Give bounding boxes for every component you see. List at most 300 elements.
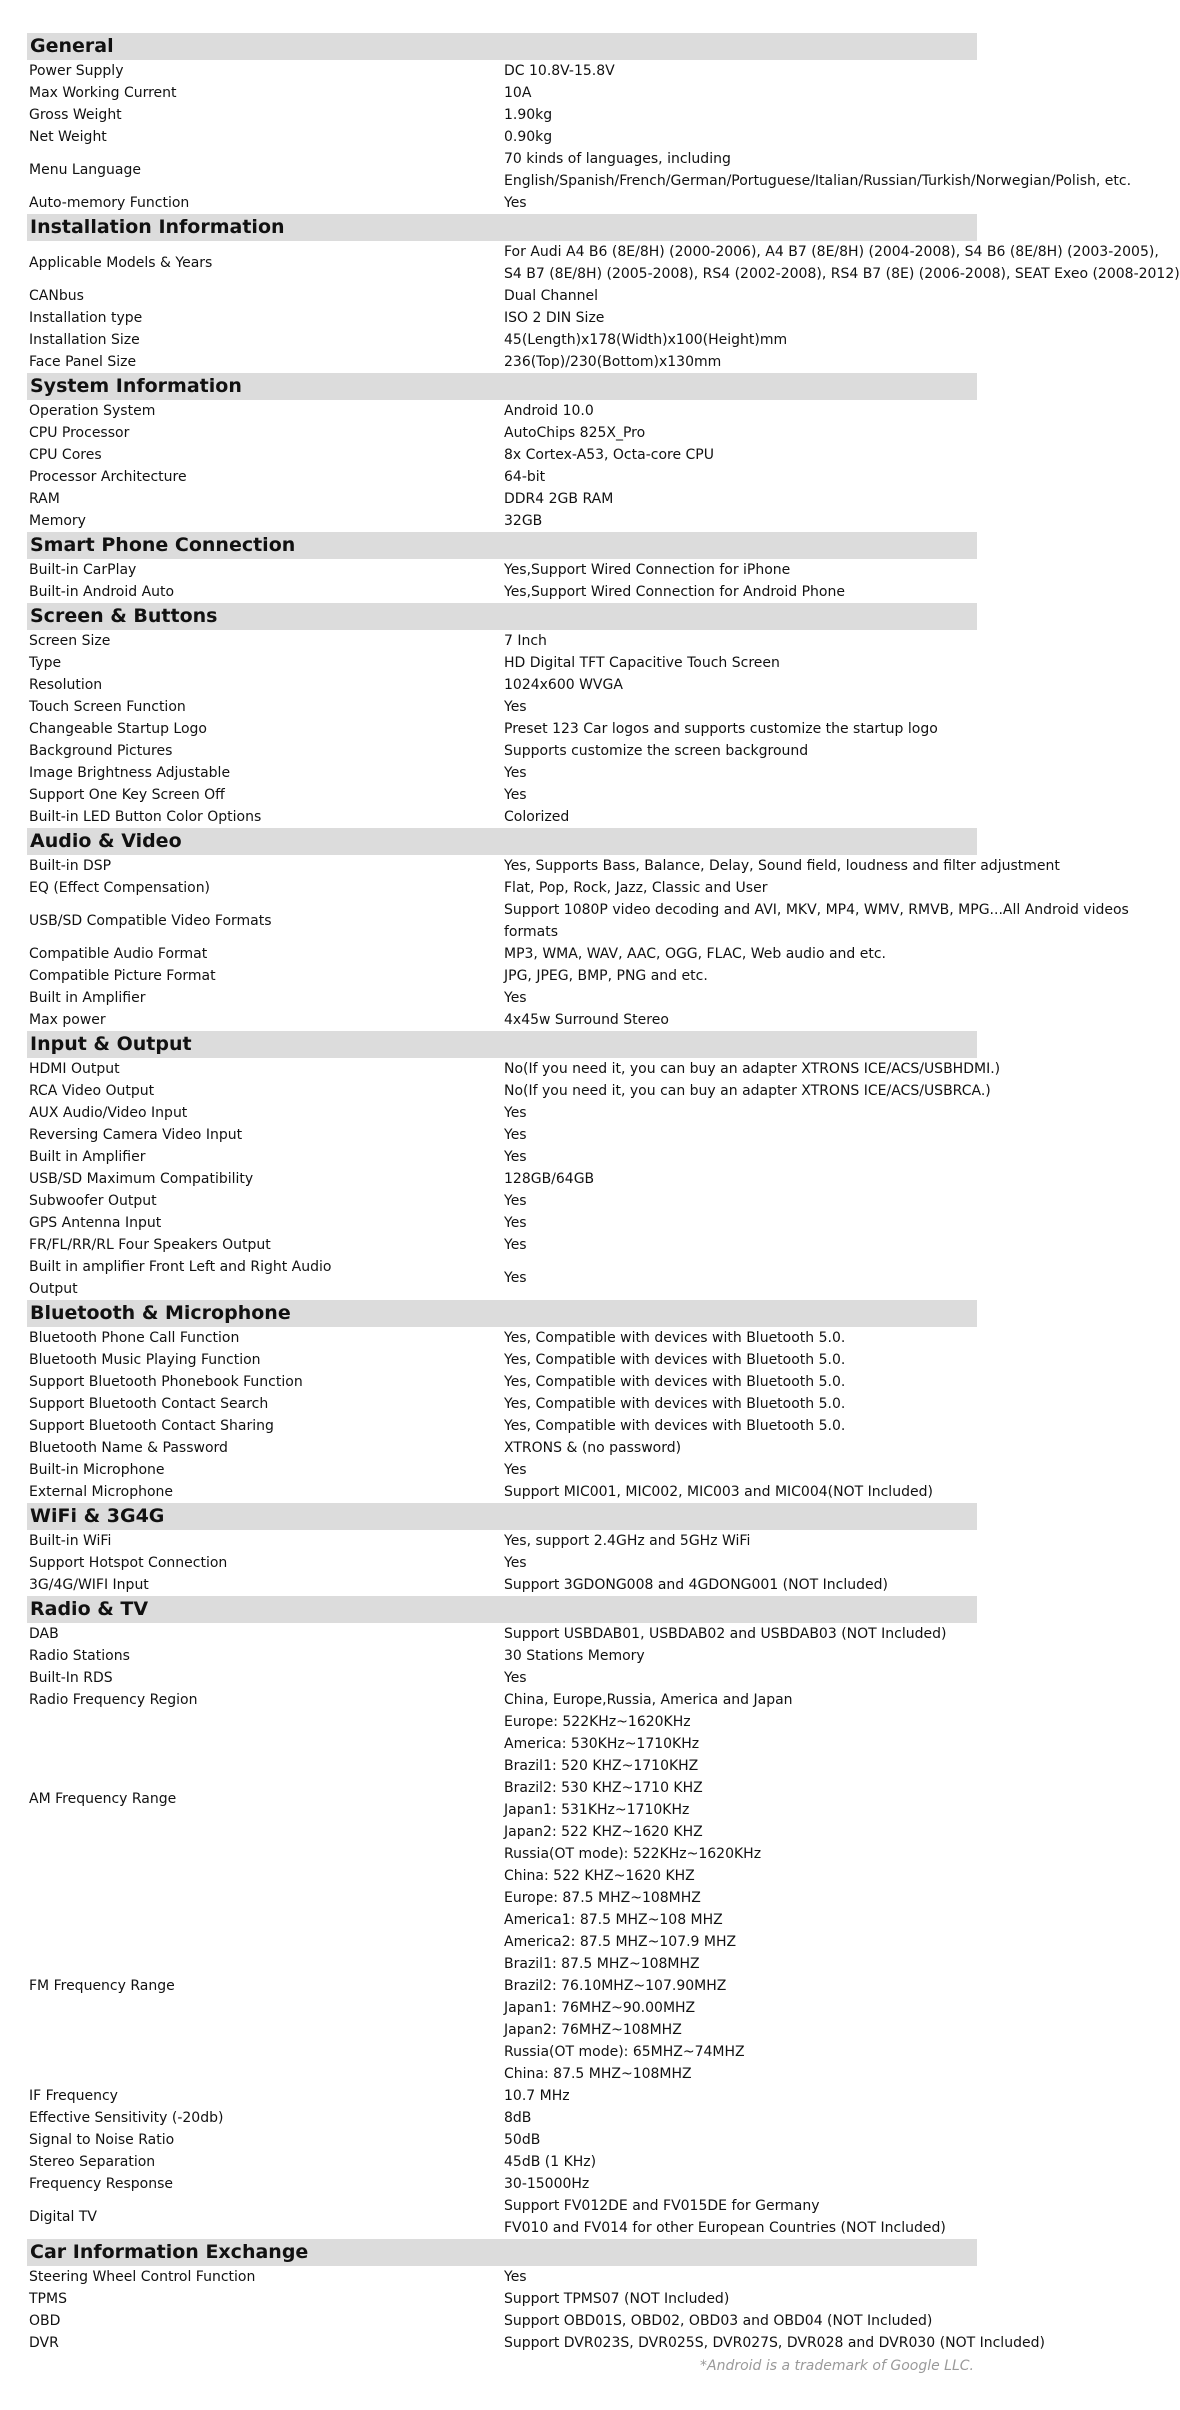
spec-value bbox=[502, 943, 977, 965]
spec-value-line: 8x Cortex-A53, Octa-core CPU bbox=[504, 447, 714, 463]
spec-value bbox=[502, 630, 977, 652]
spec-row bbox=[27, 2085, 977, 2107]
spec-value-line: Yes, Compatible with devices with Bluetooth 5.0. bbox=[504, 1418, 846, 1434]
section-title: Car Information Exchange bbox=[27, 2239, 977, 2266]
spec-label: Background Pictures bbox=[29, 743, 173, 759]
spec-row bbox=[27, 718, 977, 740]
spec-label: Net Weight bbox=[29, 129, 107, 145]
spec-label: Compatible Picture Format bbox=[29, 968, 216, 984]
spec-value-line: Support OBD01S, OBD02, OBD03 and OBD04 (NOT Included) bbox=[504, 2313, 933, 2329]
spec-label: Built in Amplifier bbox=[29, 1149, 146, 1165]
spec-value bbox=[502, 1574, 977, 1596]
spec-label: Power Supply bbox=[29, 63, 124, 79]
spec-value-line: Yes, Compatible with devices with Bluetooth 5.0. bbox=[504, 1374, 846, 1390]
spec-label: Processor Architecture bbox=[29, 469, 187, 485]
spec-row bbox=[27, 1437, 977, 1459]
spec-row bbox=[27, 740, 977, 762]
spec-value bbox=[502, 60, 977, 82]
spec-value-line: Android 10.0 bbox=[504, 403, 594, 419]
spec-row bbox=[27, 2173, 977, 2195]
spec-label: 3G/4G/WIFI Input bbox=[29, 1577, 149, 1593]
spec-label: AUX Audio/Video Input bbox=[29, 1105, 188, 1121]
spec-row bbox=[27, 2129, 977, 2151]
spec-value-line: Brazil1: 520 KHZ~1710KHZ bbox=[504, 1758, 699, 1774]
spec-label: Effective Sensitivity (-20db) bbox=[29, 2110, 224, 2126]
spec-label: Face Panel Size bbox=[29, 354, 137, 370]
spec-value-line: Support FV012DE and FV015DE for Germany bbox=[504, 2198, 820, 2214]
spec-label: Max Working Current bbox=[29, 85, 177, 101]
spec-value-line: 7 Inch bbox=[504, 633, 547, 649]
spec-value-line: Brazil1: 87.5 MHZ~108MHZ bbox=[504, 1956, 700, 1972]
spec-label: AM Frequency Range bbox=[29, 1791, 177, 1807]
spec-value bbox=[502, 1212, 977, 1234]
spec-row bbox=[27, 1168, 977, 1190]
spec-label: EQ (Effect Compensation) bbox=[29, 880, 211, 896]
section-header-audio-video bbox=[27, 828, 977, 855]
spec-label: Touch Screen Function bbox=[29, 699, 186, 715]
spec-value bbox=[502, 1437, 977, 1459]
spec-value bbox=[502, 1645, 977, 1667]
spec-value bbox=[502, 488, 977, 510]
spec-row bbox=[27, 2266, 977, 2288]
spec-label: FM Frequency Range bbox=[29, 1978, 175, 1994]
spec-value bbox=[502, 1058, 1001, 1080]
spec-value bbox=[502, 1190, 977, 1212]
spec-row bbox=[27, 241, 977, 285]
spec-label: Built-in WiFi bbox=[29, 1533, 112, 1549]
spec-row bbox=[27, 126, 977, 148]
spec-row bbox=[27, 1393, 977, 1415]
spec-row bbox=[27, 1574, 977, 1596]
spec-label: Memory bbox=[29, 513, 86, 529]
section-header-wifi-3g4g bbox=[27, 1503, 977, 1530]
spec-row bbox=[27, 1415, 977, 1437]
spec-value-line: China, Europe,Russia, America and Japan bbox=[504, 1692, 793, 1708]
spec-row bbox=[27, 899, 977, 943]
spec-row bbox=[27, 1080, 977, 1102]
spec-label: Built-in Microphone bbox=[29, 1462, 165, 1478]
section-title: Bluetooth & Microphone bbox=[27, 1300, 977, 1327]
spec-value-line: 30-15000Hz bbox=[504, 2176, 590, 2192]
spec-label: Max power bbox=[29, 1012, 106, 1028]
spec-label: CPU Cores bbox=[29, 447, 102, 463]
spec-label: Built-In RDS bbox=[29, 1670, 113, 1686]
spec-row bbox=[27, 1689, 977, 1711]
spec-row bbox=[27, 581, 977, 603]
spec-row bbox=[27, 1667, 977, 1689]
spec-value bbox=[502, 1552, 977, 1574]
spec-row bbox=[27, 104, 977, 126]
spec-value-line: 0.90kg bbox=[504, 129, 553, 145]
spec-value-line: Japan1: 76MHZ~90.00MHZ bbox=[504, 2000, 696, 2016]
spec-value-line: Yes bbox=[504, 1127, 527, 1143]
spec-value-line: English/Spanish/French/German/Portuguese/Italian/Russian/Turkish/Norwegian/Polish, etc. bbox=[504, 173, 1132, 189]
spec-value-line: Flat, Pop, Rock, Jazz, Classic and User bbox=[504, 880, 768, 896]
spec-value bbox=[502, 806, 977, 828]
spec-label: Support Bluetooth Phonebook Function bbox=[29, 1374, 303, 1390]
spec-label: Radio Stations bbox=[29, 1648, 130, 1664]
spec-value-line: Yes, Supports Bass, Balance, Delay, Sound field, loudness and filter adjustment bbox=[504, 858, 1060, 874]
section-header-input-output bbox=[27, 1031, 977, 1058]
spec-value bbox=[502, 1667, 977, 1689]
spec-label: Support One Key Screen Off bbox=[29, 787, 225, 803]
spec-row bbox=[27, 329, 977, 351]
spec-row bbox=[27, 82, 977, 104]
spec-value-line: Yes bbox=[504, 765, 527, 781]
spec-value bbox=[502, 877, 977, 899]
spec-value-line: Supports customize the screen background bbox=[504, 743, 809, 759]
spec-value bbox=[502, 652, 977, 674]
spec-row bbox=[27, 1481, 977, 1503]
spec-value-line: Brazil2: 530 KHZ~1710 KHZ bbox=[504, 1780, 703, 1796]
spec-value-line: Yes, support 2.4GHz and 5GHz WiFi bbox=[504, 1533, 751, 1549]
spec-label: Changeable Startup Logo bbox=[29, 721, 208, 737]
spec-value-line: Support MIC001, MIC002, MIC003 and MIC004(NOT Included) bbox=[504, 1484, 933, 1500]
section-header-radio-tv bbox=[27, 1596, 977, 1623]
spec-label-line: Output bbox=[29, 1281, 78, 1297]
spec-row bbox=[27, 965, 977, 987]
spec-value-line: Yes bbox=[504, 990, 527, 1006]
spec-value-line: Japan1: 531KHz~1710KHz bbox=[504, 1802, 690, 1818]
spec-value bbox=[502, 2195, 977, 2239]
spec-label: Screen Size bbox=[29, 633, 111, 649]
spec-value-line: S4 B7 (8E/8H) (2005-2008), RS4 (2002-2008), RS4 B7 (8E) (2006-2008), SEAT Exeo (2008-2012) bbox=[504, 266, 1180, 282]
spec-row bbox=[27, 1459, 977, 1481]
spec-value bbox=[502, 351, 977, 373]
spec-value-line: Japan2: 522 KHZ~1620 KHZ bbox=[504, 1824, 703, 1840]
spec-value bbox=[502, 2129, 977, 2151]
spec-label: Digital TV bbox=[29, 2209, 97, 2225]
spec-label: Bluetooth Name & Password bbox=[29, 1440, 228, 1456]
spec-row bbox=[27, 2107, 977, 2129]
section-header-installation-information bbox=[27, 214, 977, 241]
spec-value bbox=[502, 285, 977, 307]
spec-value-line: Yes bbox=[504, 1670, 527, 1686]
spec-label: Support Bluetooth Contact Search bbox=[29, 1396, 269, 1412]
trademark-footnote: *Android is a trademark of Google LLC. bbox=[700, 2358, 974, 2374]
spec-value-line: formats bbox=[504, 924, 559, 940]
spec-value-line: Brazil2: 76.10MHZ~107.90MHZ bbox=[504, 1978, 727, 1994]
spec-value bbox=[502, 444, 977, 466]
spec-value bbox=[502, 1327, 977, 1349]
spec-value-line: Dual Channel bbox=[504, 288, 599, 304]
section-title: Input & Output bbox=[27, 1031, 977, 1058]
section-header-bluetooth-microphone bbox=[27, 1300, 977, 1327]
spec-row bbox=[27, 60, 977, 82]
spec-value bbox=[502, 2085, 977, 2107]
spec-row bbox=[27, 1256, 977, 1300]
spec-row bbox=[27, 674, 977, 696]
spec-label-line: Built in amplifier Front Left and Right Audio bbox=[29, 1259, 332, 1275]
spec-label: DAB bbox=[29, 1626, 59, 1642]
spec-value-line: 10A bbox=[504, 85, 532, 101]
spec-value bbox=[502, 1393, 977, 1415]
spec-label: HDMI Output bbox=[29, 1061, 120, 1077]
spec-row bbox=[27, 1009, 977, 1031]
spec-row bbox=[27, 1887, 977, 2085]
spec-label: Support Hotspot Connection bbox=[29, 1555, 228, 1571]
section-title: General bbox=[27, 33, 977, 60]
spec-value-line: Yes bbox=[504, 1105, 527, 1121]
spec-row bbox=[27, 1124, 977, 1146]
spec-value-line: America: 530KHz~1710KHz bbox=[504, 1736, 700, 1752]
spec-value-line: Yes bbox=[504, 787, 527, 803]
spec-value-line: 32GB bbox=[504, 513, 543, 529]
spec-value bbox=[502, 1459, 977, 1481]
spec-value-line: Europe: 522KHz~1620KHz bbox=[504, 1714, 691, 1730]
spec-value-line: No(If you need it, you can buy an adapter XTRONS ICE/ACS/USBRCA.) bbox=[504, 1083, 991, 1099]
spec-value-line: No(If you need it, you can buy an adapter XTRONS ICE/ACS/USBHDMI.) bbox=[504, 1061, 1001, 1077]
spec-value bbox=[502, 581, 977, 603]
spec-row bbox=[27, 351, 977, 373]
spec-value-line: Yes bbox=[504, 1555, 527, 1571]
spec-row bbox=[27, 2332, 977, 2354]
spec-row bbox=[27, 1623, 977, 1645]
spec-value-line: Russia(OT mode): 522KHz~1620KHz bbox=[504, 1846, 762, 1862]
spec-label: Type bbox=[29, 655, 62, 671]
spec-value bbox=[502, 126, 977, 148]
spec-value-line: 8dB bbox=[504, 2110, 532, 2126]
spec-row bbox=[27, 1552, 977, 1574]
spec-label: Reversing Camera Video Input bbox=[29, 1127, 243, 1143]
spec-value bbox=[502, 1146, 977, 1168]
spec-value bbox=[502, 1124, 977, 1146]
spec-row bbox=[27, 1234, 977, 1256]
spec-row bbox=[27, 762, 977, 784]
spec-row bbox=[27, 192, 977, 214]
spec-row bbox=[27, 148, 977, 192]
spec-value-line: Yes bbox=[504, 1270, 527, 1286]
spec-value-line: Yes bbox=[504, 1149, 527, 1165]
spec-label: Operation System bbox=[29, 403, 156, 419]
spec-value bbox=[502, 1234, 977, 1256]
spec-label: Auto-memory Function bbox=[29, 195, 190, 211]
spec-value bbox=[502, 674, 977, 696]
spec-label: USB/SD Maximum Compatibility bbox=[29, 1171, 254, 1187]
spec-label: Bluetooth Music Playing Function bbox=[29, 1352, 261, 1368]
section-header-system-information bbox=[27, 373, 977, 400]
spec-label: Built-in LED Button Color Options bbox=[29, 809, 262, 825]
spec-value bbox=[502, 762, 977, 784]
spec-value-line: Support DVR023S, DVR025S, DVR027S, DVR028 and DVR030 (NOT Included) bbox=[504, 2335, 1045, 2351]
spec-row bbox=[27, 1146, 977, 1168]
spec-value bbox=[502, 1481, 977, 1503]
spec-value-line: 128GB/64GB bbox=[504, 1171, 595, 1187]
spec-label: Menu Language bbox=[29, 162, 141, 178]
spec-value-line: AutoChips 825X_Pro bbox=[504, 425, 646, 441]
spec-value-line: Support 3GDONG008 and 4GDONG001 (NOT Included) bbox=[504, 1577, 888, 1593]
spec-value-line: 45dB (1 KHz) bbox=[504, 2154, 597, 2170]
spec-value-line: Preset 123 Car logos and supports customize the startup logo bbox=[504, 721, 938, 737]
spec-value bbox=[502, 82, 977, 104]
spec-value bbox=[502, 104, 977, 126]
spec-label: TPMS bbox=[29, 2291, 67, 2307]
spec-label: USB/SD Compatible Video Formats bbox=[29, 913, 272, 929]
spec-value-line: 30 Stations Memory bbox=[504, 1648, 645, 1664]
spec-value-line: HD Digital TFT Capacitive Touch Screen bbox=[504, 655, 780, 671]
spec-label: Stereo Separation bbox=[29, 2154, 156, 2170]
spec-value-line: Yes, Compatible with devices with Bluetooth 5.0. bbox=[504, 1330, 846, 1346]
spec-row bbox=[27, 987, 977, 1009]
spec-label: RAM bbox=[29, 491, 60, 507]
spec-value-line: 64-bit bbox=[504, 469, 546, 485]
spec-label: Steering Wheel Control Function bbox=[29, 2269, 256, 2285]
spec-value-line: ISO 2 DIN Size bbox=[504, 310, 605, 326]
spec-value bbox=[502, 2310, 977, 2332]
spec-value bbox=[502, 148, 1132, 192]
spec-row bbox=[27, 696, 977, 718]
spec-value bbox=[502, 1415, 977, 1437]
spec-label: CANbus bbox=[29, 288, 84, 304]
spec-value-line: Yes bbox=[504, 1462, 527, 1478]
spec-label: Support Bluetooth Contact Sharing bbox=[29, 1418, 274, 1434]
spec-row bbox=[27, 630, 977, 652]
spec-label: Built-in Android Auto bbox=[29, 584, 175, 600]
spec-value-line: Yes bbox=[504, 699, 527, 715]
spec-value bbox=[502, 1168, 977, 1190]
section-header-car-information-exchange bbox=[27, 2239, 977, 2266]
spec-label: RCA Video Output bbox=[29, 1083, 155, 1099]
spec-value bbox=[502, 1080, 991, 1102]
spec-row bbox=[27, 422, 977, 444]
spec-row bbox=[27, 806, 977, 828]
spec-value-line: 1.90kg bbox=[504, 107, 553, 123]
spec-value bbox=[502, 784, 977, 806]
spec-row bbox=[27, 2151, 977, 2173]
spec-value bbox=[502, 899, 1129, 943]
section-title: WiFi & 3G4G bbox=[27, 1503, 977, 1530]
spec-value bbox=[502, 1689, 977, 1711]
spec-value bbox=[502, 1009, 977, 1031]
spec-value bbox=[502, 241, 1180, 285]
spec-value bbox=[502, 1349, 977, 1371]
spec-row bbox=[27, 285, 977, 307]
spec-value-line: 45(Length)x178(Width)x100(Height)mm bbox=[504, 332, 788, 348]
spec-row bbox=[27, 559, 977, 581]
spec-value bbox=[502, 2266, 977, 2288]
spec-row bbox=[27, 2195, 977, 2239]
spec-value-line: Support 1080P video decoding and AVI, MKV, MP4, WMV, RMVB, MPG...All Android videos bbox=[504, 902, 1129, 918]
spec-value-line: Yes bbox=[504, 1215, 527, 1231]
spec-label: Frequency Response bbox=[29, 2176, 174, 2192]
spec-label: Image Brightness Adjustable bbox=[29, 765, 231, 781]
spec-value-line: MP3, WMA, WAV, AAC, OGG, FLAC, Web audio and etc. bbox=[504, 946, 886, 962]
spec-label: Radio Frequency Region bbox=[29, 1692, 198, 1708]
spec-value bbox=[502, 855, 1060, 877]
section-title: Installation Information bbox=[27, 214, 977, 241]
spec-table-body bbox=[27, 33, 1180, 2354]
spec-label: Built-in DSP bbox=[29, 858, 112, 874]
spec-value-line: Support USBDAB01, USBDAB02 and USBDAB03 (NOT Included) bbox=[504, 1626, 947, 1642]
spec-value-line: Yes,Support Wired Connection for Android Phone bbox=[504, 584, 845, 600]
spec-row bbox=[27, 877, 977, 899]
spec-value-line: JPG, JPEG, BMP, PNG and etc. bbox=[504, 968, 708, 984]
spec-row bbox=[27, 1371, 977, 1393]
spec-value bbox=[502, 559, 977, 581]
spec-label: FR/FL/RR/RL Four Speakers Output bbox=[29, 1237, 271, 1253]
spec-label: Built-in CarPlay bbox=[29, 562, 137, 578]
spec-row bbox=[27, 1190, 977, 1212]
spec-value-line: China: 87.5 MHZ~108MHZ bbox=[504, 2066, 692, 2082]
spec-row bbox=[27, 2310, 977, 2332]
spec-value bbox=[502, 2332, 1045, 2354]
spec-row bbox=[27, 444, 977, 466]
spec-value bbox=[502, 2173, 977, 2195]
spec-value-line: DDR4 2GB RAM bbox=[504, 491, 614, 507]
section-title: Radio & TV bbox=[27, 1596, 977, 1623]
spec-label: Bluetooth Phone Call Function bbox=[29, 1330, 240, 1346]
spec-row bbox=[27, 1349, 977, 1371]
spec-value-line: Japan2: 76MHZ~108MHZ bbox=[504, 2022, 682, 2038]
spec-value-line: Russia(OT mode): 65MHZ~74MHZ bbox=[504, 2044, 745, 2060]
spec-value-line: Colorized bbox=[504, 809, 570, 825]
spec-value-line: China: 522 KHZ~1620 KHZ bbox=[504, 1868, 695, 1884]
spec-value bbox=[502, 1887, 977, 2085]
section-header-smart-phone-connection bbox=[27, 532, 977, 559]
spec-value-line: Yes bbox=[504, 1193, 527, 1209]
spec-value bbox=[502, 1256, 977, 1300]
section-title: System Information bbox=[27, 373, 977, 400]
spec-label: Installation type bbox=[29, 310, 143, 326]
spec-value bbox=[502, 466, 977, 488]
spec-value bbox=[502, 718, 977, 740]
spec-value bbox=[502, 1623, 977, 1645]
spec-value bbox=[502, 2107, 977, 2129]
spec-row bbox=[27, 488, 977, 510]
spec-value-line: America2: 87.5 MHZ~107.9 MHZ bbox=[504, 1934, 737, 1950]
spec-value-line: 10.7 MHz bbox=[504, 2088, 570, 2104]
spec-label: CPU Processor bbox=[29, 425, 130, 441]
spec-label: Built in Amplifier bbox=[29, 990, 146, 1006]
spec-value bbox=[502, 422, 977, 444]
spec-label bbox=[27, 1256, 502, 1300]
spec-label: IF Frequency bbox=[29, 2088, 118, 2104]
spec-value-line: 4x45w Surround Stereo bbox=[504, 1012, 669, 1028]
spec-value bbox=[502, 510, 977, 532]
spec-row bbox=[27, 1102, 977, 1124]
spec-value bbox=[502, 740, 977, 762]
spec-value-line: Yes,Support Wired Connection for iPhone bbox=[504, 562, 791, 578]
spec-value bbox=[502, 329, 977, 351]
section-header-screen-buttons bbox=[27, 603, 977, 630]
spec-value bbox=[502, 2151, 977, 2173]
spec-value bbox=[502, 696, 977, 718]
spec-label: Gross Weight bbox=[29, 107, 122, 123]
spec-value-line: Yes bbox=[504, 2269, 527, 2285]
spec-value bbox=[502, 192, 977, 214]
spec-value-line: Yes bbox=[504, 195, 527, 211]
spec-row bbox=[27, 1327, 977, 1349]
spec-value-line: For Audi A4 B6 (8E/8H) (2000-2006), A4 B7 (8E/8H) (2004-2008), S4 B6 (8E/8H) (2003-2005), bbox=[504, 244, 1159, 260]
section-header-general bbox=[27, 33, 977, 60]
spec-label: Installation Size bbox=[29, 332, 140, 348]
section-title: Screen & Buttons bbox=[27, 603, 977, 630]
spec-label: GPS Antenna Input bbox=[29, 1215, 162, 1231]
spec-value bbox=[502, 1102, 977, 1124]
spec-table bbox=[27, 33, 1180, 2354]
spec-value-line: FV010 and FV014 for other European Countries (NOT Included) bbox=[504, 2220, 946, 2236]
spec-value bbox=[502, 987, 977, 1009]
spec-value-line: Yes bbox=[504, 1237, 527, 1253]
spec-label: Applicable Models & Years bbox=[29, 255, 213, 271]
spec-row bbox=[27, 307, 977, 329]
spec-value-line: Yes, Compatible with devices with Bluetooth 5.0. bbox=[504, 1352, 846, 1368]
spec-value-line: 1024x600 WVGA bbox=[504, 677, 623, 693]
spec-label: Subwoofer Output bbox=[29, 1193, 157, 1209]
spec-value bbox=[502, 965, 977, 987]
spec-value-line: DC 10.8V-15.8V bbox=[504, 63, 615, 79]
spec-value-line: 70 kinds of languages, including bbox=[504, 151, 731, 167]
